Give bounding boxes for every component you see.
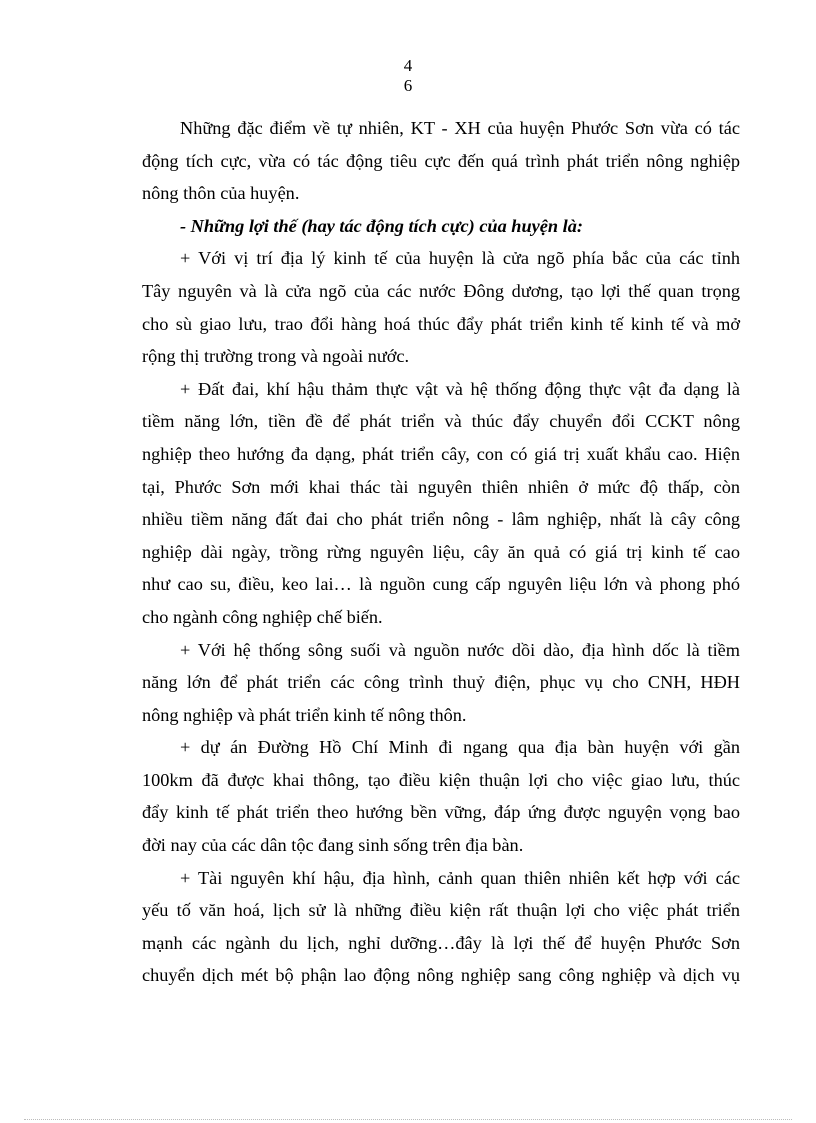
paragraph-line: nông nghiệp và phát triển kinh tế nông thôn.: [142, 704, 467, 725]
paragraph-line: + Đất đai, khí hậu thảm thực vật và hệ thống động thực vật đa dạng là: [180, 378, 740, 399]
paragraph-line: nhiều tiềm năng đất đai cho phát triển nông - lâm nghiệp, nhất là cây công: [142, 509, 740, 530]
paragraph-line: + Tài nguyên khí hậu, địa hình, cảnh quan thiên nhiên kết hợp với các: [180, 867, 740, 888]
paragraph-line: yếu tố văn hoá, lịch sử là những điều kiện rất thuận lợi cho việc phát triển: [142, 900, 740, 921]
paragraph-line: nghiệp theo hướng đa dạng, phát triển cây, con có giá trị xuất khẩu cao. Hiện: [142, 443, 740, 464]
paragraph-line: + Với hệ thống sông suối và nguồn nước dồi dào, địa hình dốc là tiềm: [180, 639, 740, 660]
paragraph-line: đời nay của các dân tộc đang sinh sống trên địa bàn.: [142, 835, 524, 856]
page-number-bottom: 6: [403, 76, 413, 95]
paragraph-line: rộng thị trường trong và ngoài nước.: [142, 346, 410, 367]
section-heading: - Những lợi thế (hay tác động tích cực) của huyện là:: [180, 215, 583, 236]
paragraph-line: cho ngành công nghiệp chế biến.: [142, 606, 383, 627]
paragraph-line: năng lớn để phát triển các công trình thuỷ điện, phục vụ cho CNH, HĐH: [142, 672, 740, 693]
paragraph-line: tại, Phước Sơn mới khai thác tài nguyên thiên nhiên ở mức độ thấp, còn: [142, 476, 740, 497]
document-body: [142, 112, 740, 992]
paragraph-line: 100km đã được khai thông, tạo điều kiện thuận lợi cho việc giao lưu, thúc: [142, 769, 740, 790]
paragraph-line: mạnh các ngành du lịch, nghỉ dưỡng…đây là lợi thế để huyện Phước Sơn: [142, 932, 740, 953]
paragraph-line: đẩy kinh tế phát triển theo hướng bền vững, đáp ứng được nguyện vọng bao: [142, 802, 740, 823]
paragraph-line: Tây nguyên và là cửa ngõ của các nước Đông dương, tạo lợi thế quan trọng: [142, 280, 740, 301]
paragraph-line: + Với vị trí địa lý kinh tế của huyện là cửa ngõ phía bắc của các tỉnh: [180, 248, 740, 269]
paragraph-line: như cao su, điều, keo lai… là nguồn cung cấp nguyên liệu lớn và phong phó: [142, 574, 740, 595]
paragraph-line: Những đặc điểm về tự nhiên, KT - XH của huyện Phước Sơn vừa có tác: [180, 118, 740, 138]
paragraph-line: chuyển dịch mét bộ phận lao động nông nghiệp sang công nghiệp và dịch vụ: [142, 965, 740, 986]
paragraph-line: + dự án Đường Hồ Chí Minh đi ngang qua địa bàn huyện với gần: [180, 737, 740, 758]
paragraph-line: nông thôn của huyện.: [142, 183, 300, 204]
page-number-top: 4: [403, 56, 413, 75]
page-bottom-divider: [24, 1119, 792, 1120]
paragraph-line: nghiệp dài ngày, trồng rừng nguyên liệu, cây ăn quả có giá trị kinh tế cao: [142, 541, 740, 562]
paragraph-line: động tích cực, vừa có tác động tiêu cực đến quá trình phát triển nông nghiệp: [142, 150, 740, 171]
paragraph-line: tiềm năng lớn, tiền đề để phát triển và thúc đẩy chuyển đổi CCKT nông: [142, 411, 740, 432]
paragraph-line: cho sù giao lưu, trao đổi hàng hoá thúc đẩy phát triển kinh tế kinh tế và mở: [142, 313, 740, 334]
